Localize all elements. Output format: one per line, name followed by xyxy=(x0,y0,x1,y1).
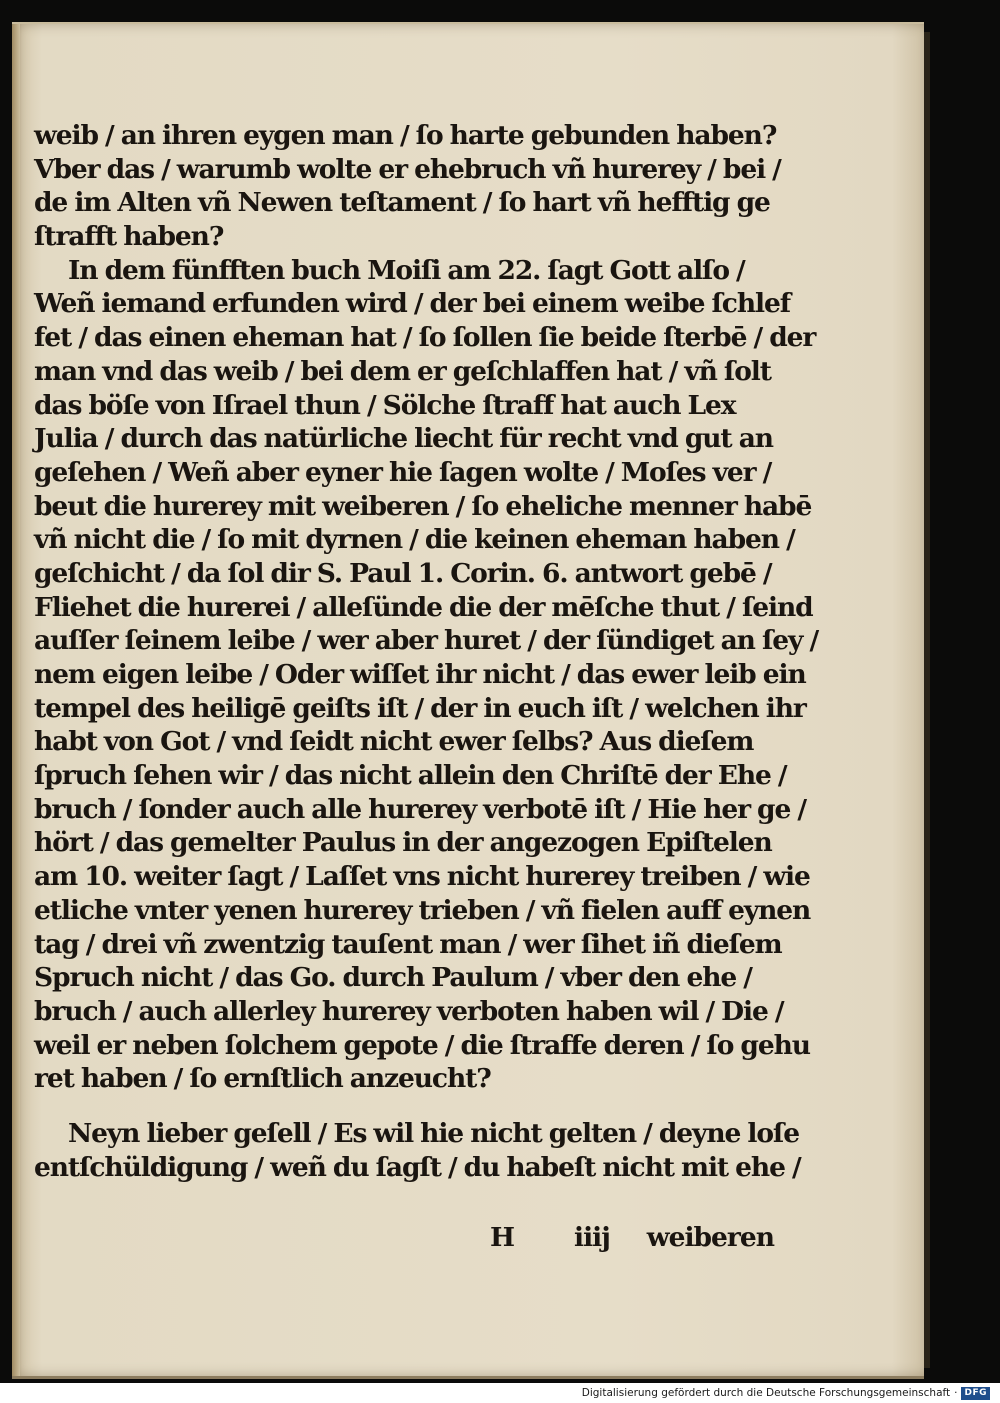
text-line: geſehen / Weñ aber eyner hie ſagen wolte / Moſes ver / xyxy=(34,456,772,488)
text-line: Fliehet die hurerei / alleſünde die der mēſche thut / ſeind xyxy=(34,591,813,623)
text-line: ſtrafft haben? xyxy=(34,221,224,253)
text-line: auſſer ſeinem leibe / wer aber huret / der ſündiget an ſey / xyxy=(34,625,819,657)
text-line: Spruch nicht / das Go. durch Paulum / vber den ehe / xyxy=(34,962,752,994)
text-line: vñ nicht die / ſo mit dyrnen / die keinen eheman haben / xyxy=(34,524,795,556)
text-line: etliche vnter yenen hurerey trieben / vñ fielen auff eynen xyxy=(34,894,811,926)
text-line: geſchicht / da ſol dir S. Paul 1. Corin. 6. antwort gebē / xyxy=(34,557,772,589)
text-line: entſchüldigung / weñ du ſagſt / du habeſt nicht mit ehe / xyxy=(34,1151,801,1183)
catchword: weiberen xyxy=(646,1222,774,1253)
text-line: das böſe von Iſrael thun / Sölche ſtraff hat auch Lex xyxy=(34,389,736,421)
text-line: man vnd das weib / bei dem er geſchlaffen hat / vñ ſolt xyxy=(34,355,771,387)
text-line: ret haben / ſo ernſtlich anzeucht? xyxy=(34,1063,491,1095)
page-edge xyxy=(924,32,930,1368)
text-line: bruch / ſonder auch alle hurerey verbotē iſt / Hie her ge / xyxy=(34,793,806,825)
text-line: beut die hurerey mit weiberen / ſo eheliche menner habē xyxy=(34,490,812,522)
text-line: de im Alten vñ Newen teſtament / ſo hart vñ hefftig ge xyxy=(34,187,770,219)
text-line: Vber das / warumb wolte er ehebruch vñ hurerey / bei / xyxy=(34,153,781,185)
page-footer xyxy=(34,1222,774,1258)
paragraph-start-line: In dem fünfften buch Moiſi am 22. ſagt Gott alſo / xyxy=(68,254,745,286)
text-line: fet / das einen eheman hat / ſo ſollen ſie beide ſterbē / der xyxy=(34,322,816,354)
attribution-text: Digitalisierung gefördert durch die Deutsche Forschungsgemeinschaft xyxy=(581,1387,951,1399)
text-line: Weñ iemand erfunden wird / der bei einem weibe ſchlef xyxy=(34,288,791,320)
text-block xyxy=(34,119,819,1184)
text-line: weib / an ihren eygen man / ſo harte gebunden haben? xyxy=(34,120,777,151)
attribution-separator: · xyxy=(954,1387,958,1399)
text-line: Julia / durch das natürliche liecht für recht vnd gut an xyxy=(34,423,773,455)
text-line: hört / das gemelter Paulus in der angezogen Epiſtelen xyxy=(34,827,772,859)
text-line: tempel des heiligē geiſts iſt / der in euch iſt / welchen ihr xyxy=(34,692,806,724)
text-line: tag / drei vñ zwentzig tauſent man / wer ſihet iñ dieſem xyxy=(34,928,782,960)
paragraph-start-line: Neyn lieber geſell / Es wil hie nicht gelten / deyne loſe xyxy=(68,1117,799,1149)
page-number: iiij xyxy=(574,1222,610,1253)
page-gutter-shadow xyxy=(12,24,20,1376)
signature-mark: H xyxy=(490,1222,515,1253)
text-line: habt von Got / vnd ſeidt nicht ewer ſelbs? Aus dieſem xyxy=(34,726,754,758)
text-line: ſpruch ſehen wir / das nicht allein den Chriſtē der Ehe / xyxy=(34,760,787,792)
text-line: am 10. weiter ſagt / Laſſet vns nicht hurerey treiben / wie xyxy=(34,861,810,893)
text-line: weil er neben ſolchem gepote / die ſtraffe deren / ſo gehu xyxy=(34,1029,810,1061)
text-line: bruch / auch allerley hurerey verboten haben wil / Die / xyxy=(34,995,784,1027)
book-page xyxy=(12,22,924,1379)
text-line: nem eigen leibe / Oder wiſſet ihr nicht / das ewer leib ein xyxy=(34,659,806,690)
attribution-bar xyxy=(582,1386,990,1400)
dfg-logo-icon: DFG xyxy=(961,1387,990,1400)
